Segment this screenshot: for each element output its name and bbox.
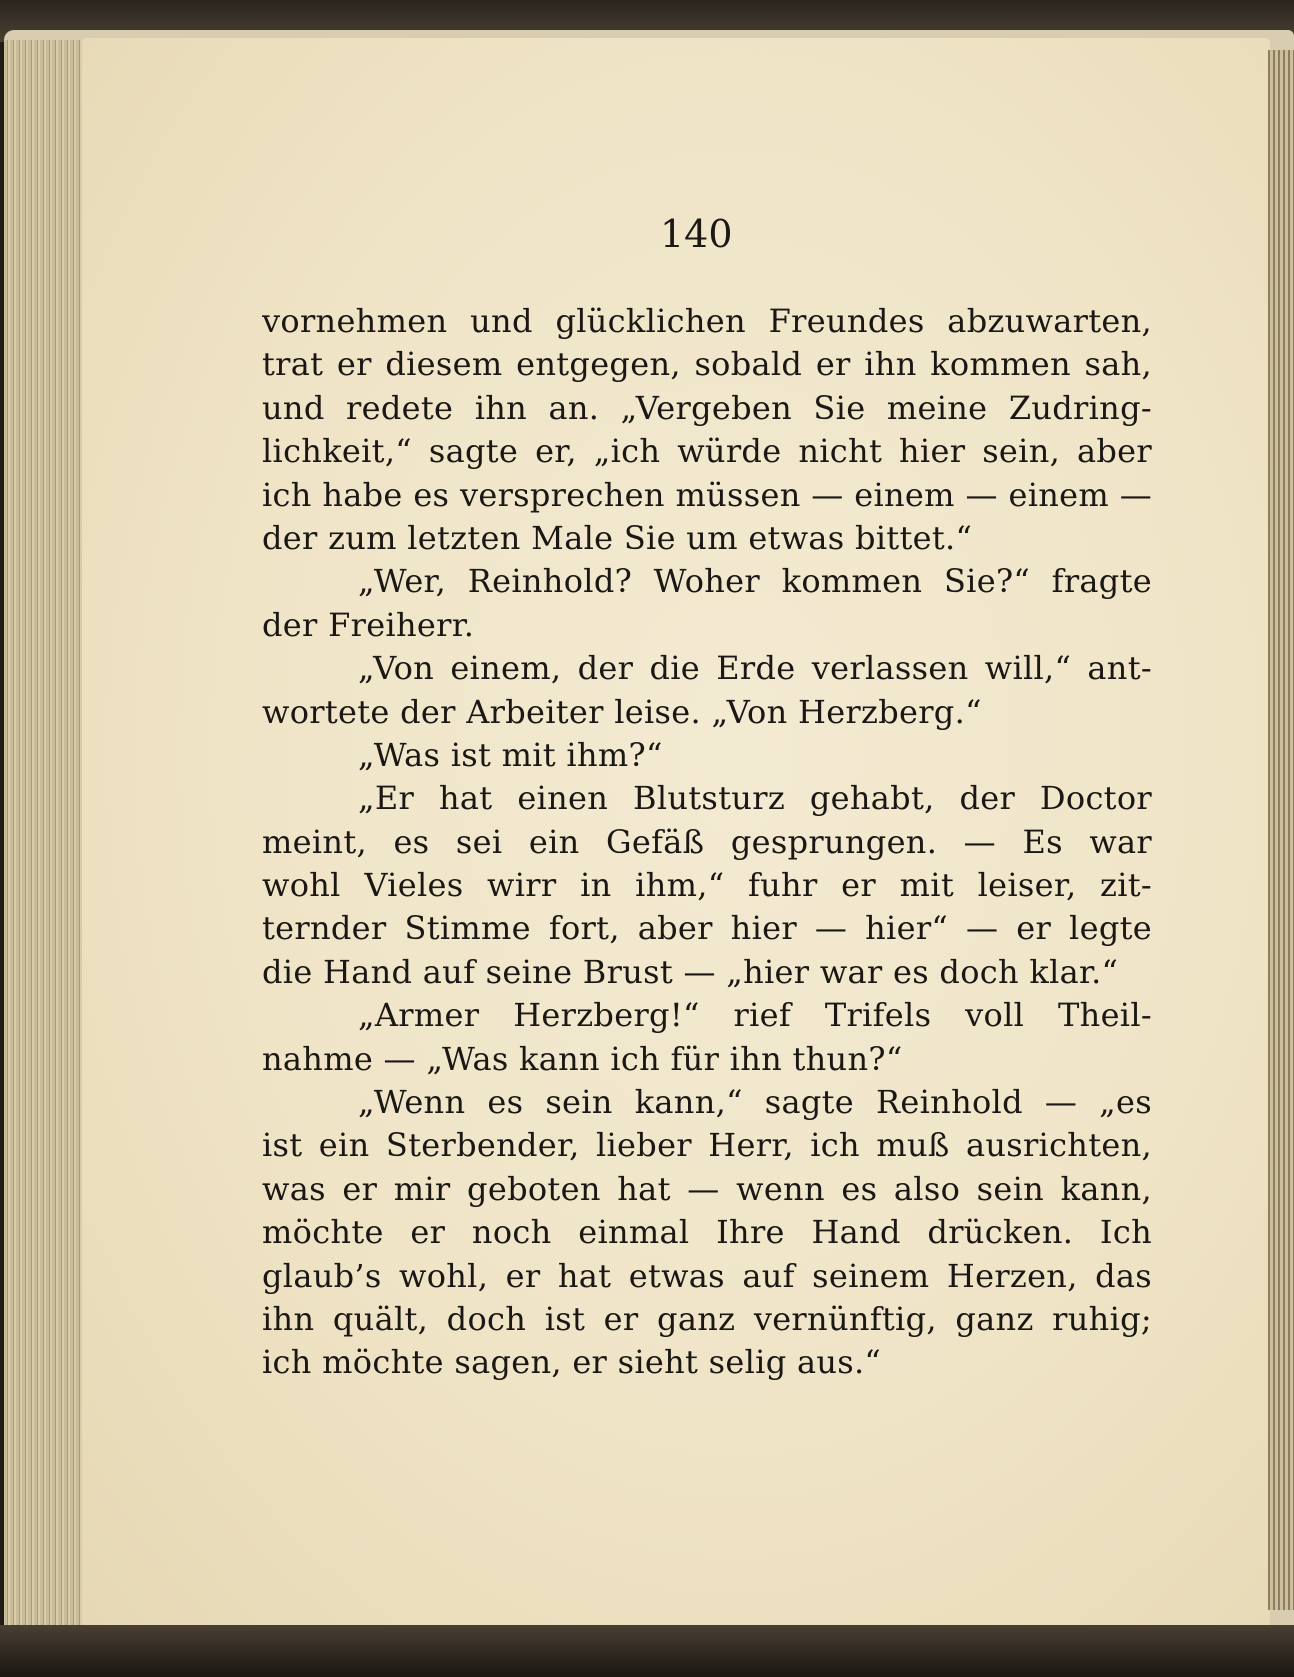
text-line: und redete ihn an. „Vergeben Sie meine Zudring- — [262, 388, 1152, 427]
text-line: ist ein Sterbender, lieber Herr, ich muß ausrichten, — [262, 1126, 1152, 1165]
text-line: die Hand auf seine Brust — „hier war es doch klar.“ — [262, 952, 1119, 991]
text-line: möchte er noch einmal Ihre Hand drücken. Ich — [262, 1213, 1152, 1252]
text-line: trat er diesem entgegen, sobald er ihn kommen sah, — [262, 345, 1152, 384]
text-line: „Was ist mit ihm?“ — [358, 735, 663, 774]
text-line: „Wer, Reinhold? Woher kommen Sie?“ fragte — [358, 562, 1152, 601]
text-line: nahme — „Was kann ich für ihn thun?“ — [262, 1039, 903, 1078]
text-line: der Freiherr. — [262, 605, 475, 644]
text-line: was er mir geboten hat — wenn es also sein kann, — [262, 1169, 1152, 1208]
text-line: wortete der Arbeiter leise. „Von Herzberg.“ — [262, 692, 982, 731]
text-line: meint, es sei ein Gefäß gesprungen. — Es war — [262, 822, 1152, 861]
page-stack-edge — [4, 40, 86, 1640]
body-text — [262, 300, 1152, 1385]
text-line: ihn quält, doch ist er ganz vernünftig, ganz ruhig; — [262, 1299, 1152, 1338]
text-line: „Armer Herzberg!“ rief Trifels voll Theil- — [358, 996, 1152, 1035]
text-line: vornehmen und glücklichen Freundes abzuwarten, — [262, 302, 1152, 340]
text-line: „Von einem, der die Erde verlassen will,“ ant- — [358, 649, 1152, 688]
text-line: ich habe es versprechen müssen — einem — einem — — [262, 475, 1152, 514]
text-line: ternder Stimme fort, aber hier — hier“ — er legte — [262, 909, 1152, 948]
text-line: „Wenn es sein kann,“ sagte Reinhold — „es — [358, 1083, 1152, 1122]
page-gutter-edge — [1268, 50, 1294, 1610]
text-line: glaub’s wohl, er hat etwas auf seinem Herzen, das — [262, 1256, 1152, 1295]
page-number: 140 — [660, 212, 733, 256]
text-line: „Er hat einen Blutsturz gehabt, der Doctor — [358, 779, 1152, 818]
book-bottom-edge — [0, 1625, 1294, 1677]
text-line: lichkeit,“ sagte er, „ich würde nicht hier sein, aber — [262, 432, 1152, 471]
text-line: der zum letzten Male Sie um etwas bittet.“ — [262, 518, 973, 557]
text-line: ich möchte sagen, er sieht selig aus.“ — [262, 1343, 882, 1382]
text-line: wohl Vieles wirr in ihm,“ fuhr er mit leiser, zit- — [262, 866, 1152, 905]
